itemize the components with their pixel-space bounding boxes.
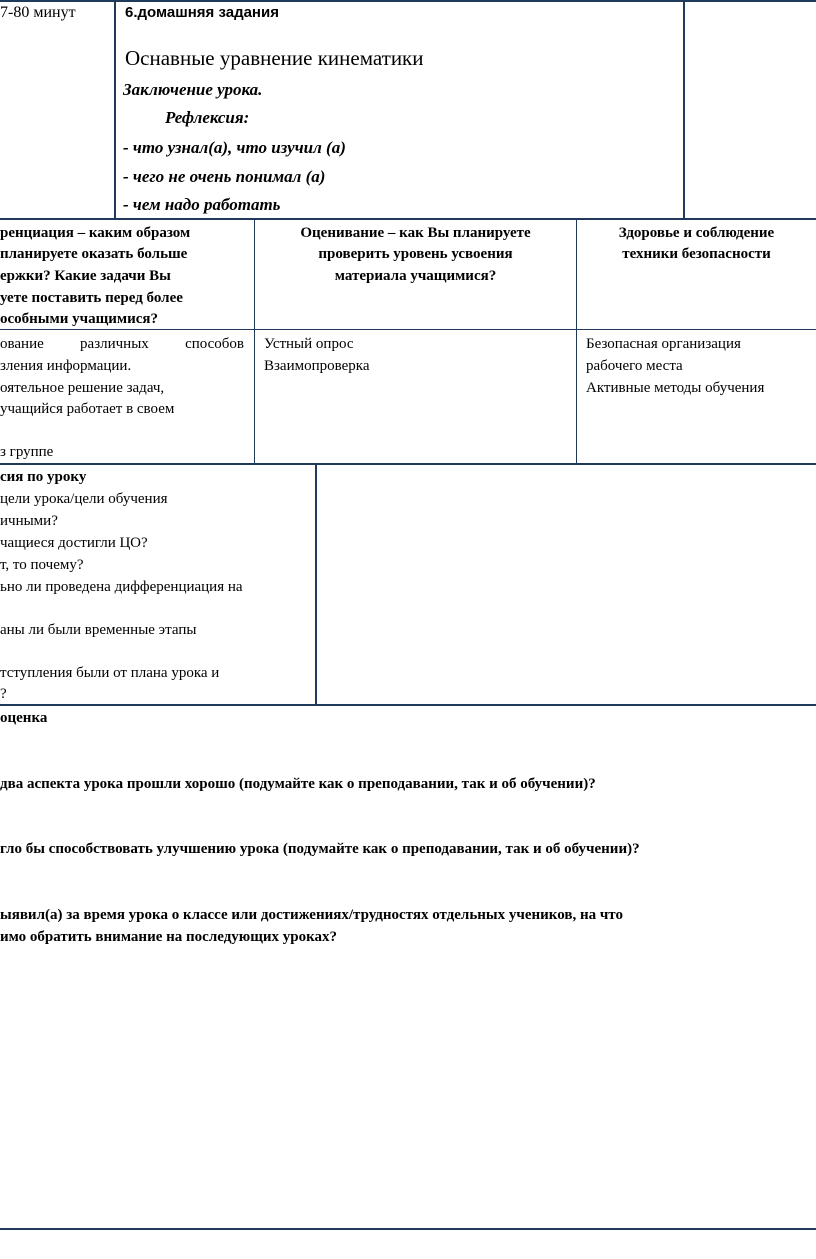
final-assessment-title: оценка	[0, 710, 48, 726]
reflection-bottom-border	[0, 704, 816, 706]
row1-bottom-border	[0, 218, 816, 220]
reflection-question-2: - чего не очень понимал (а)	[123, 167, 326, 186]
table-bottom-border	[0, 1228, 816, 1230]
row1-divider-a	[114, 0, 116, 219]
reflection-question-3: - чем надо работать	[123, 195, 281, 214]
row1-divider-b	[683, 0, 685, 219]
reflection-label: Рефлексия:	[165, 108, 250, 127]
final-question-3a: ыявил(а) за время урока о классе или достижениях/трудностях отдельных учеников, на что	[0, 907, 623, 923]
final-question-1: два аспекта урока прошли хорошо (подумайте как о преподавании, так и об обучении)?	[0, 776, 596, 792]
lesson-topic: Оснавные уравнение кинематики	[125, 46, 424, 70]
row3-bottom-border	[0, 463, 816, 465]
time-cell: 7-80 минут	[0, 4, 76, 21]
final-question-2: гло бы способствовать улучшению урока (подумайте как о преподавании, так и об обучении)?	[0, 841, 640, 857]
section-title: 6.домашняя задания	[125, 4, 279, 21]
final-question-3b: имо обратить внимание на последующих уроках?	[0, 929, 338, 945]
table-top-border	[0, 0, 816, 2]
reflection-question-1: - что узнал(а), что изучил (а)	[123, 138, 346, 157]
lesson-reflection-title: сия по уроку	[0, 469, 87, 485]
reflection-divider	[315, 464, 317, 705]
lesson-conclusion: Заключение урока.	[123, 80, 263, 99]
